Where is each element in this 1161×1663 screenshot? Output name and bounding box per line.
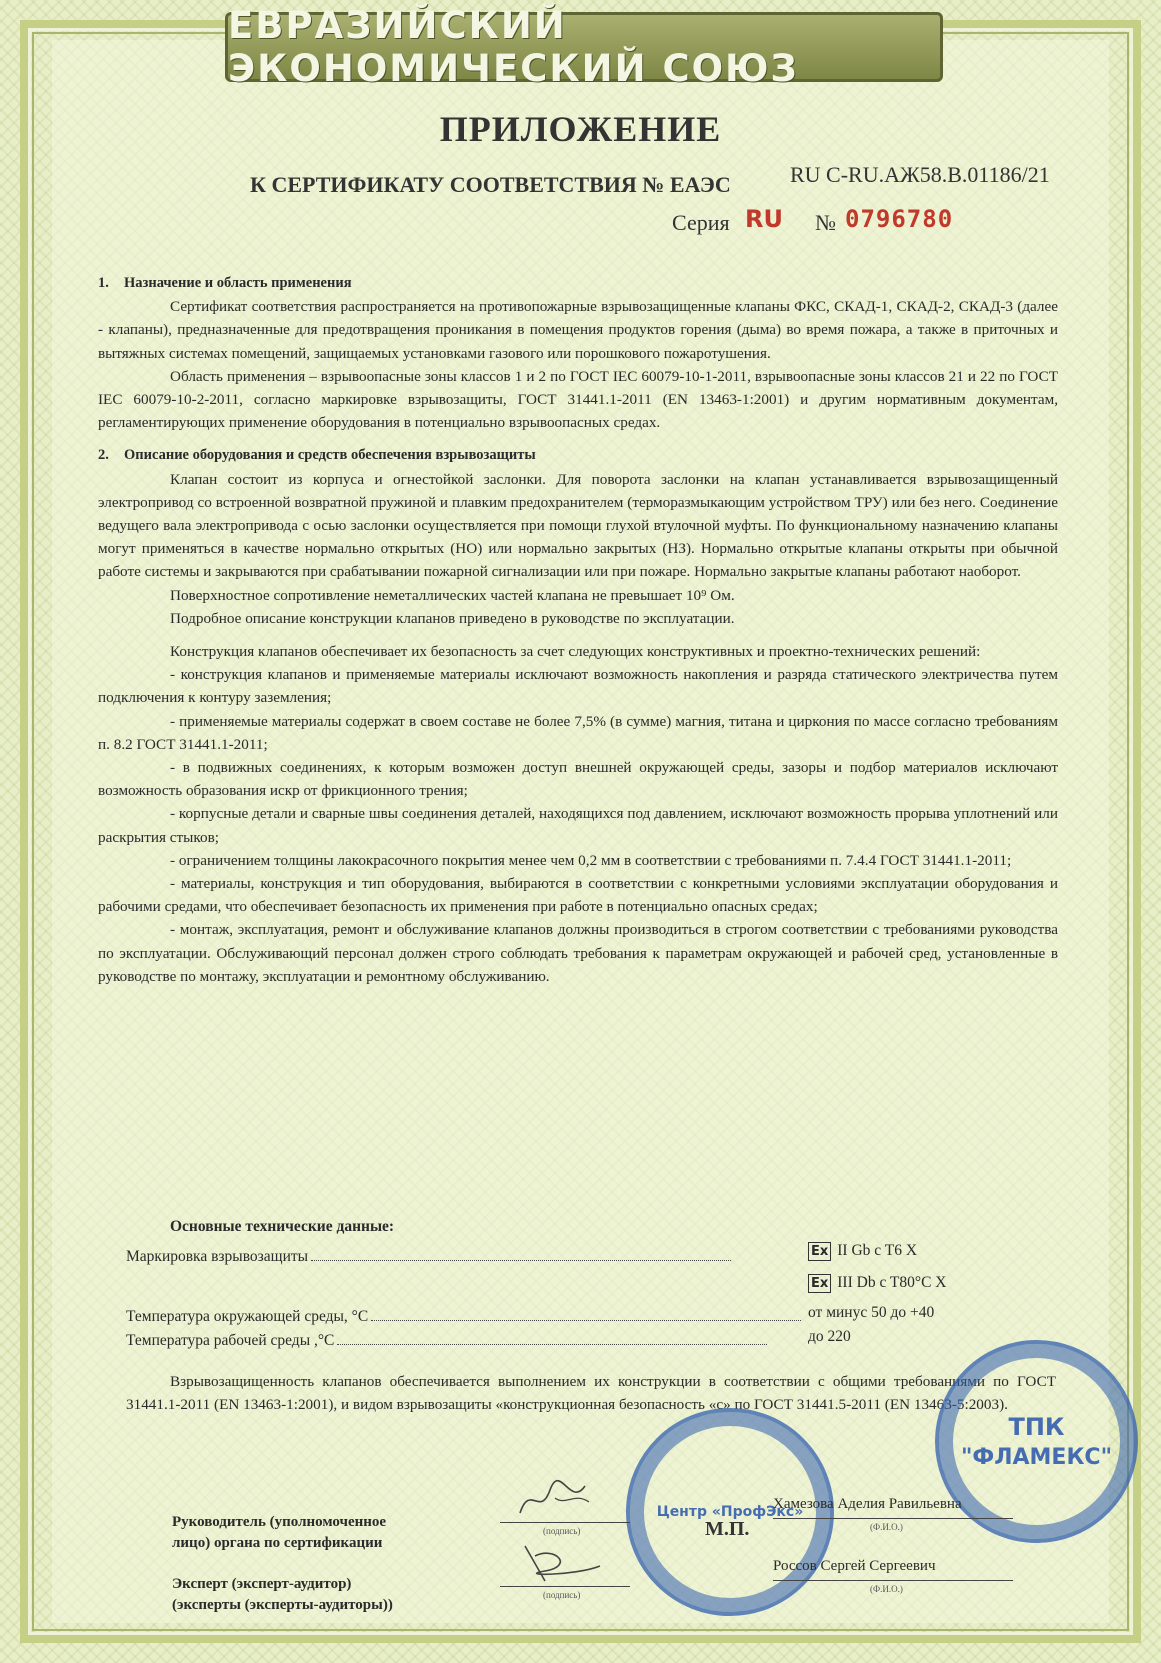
signature-line [500, 1586, 630, 1587]
marking-text: III Db c T80°C X [837, 1274, 947, 1291]
ambient-temp-label: Температура окружающей среды, °С [126, 1308, 369, 1325]
label-line: (эксперты (эксперты-аудиторы)) [172, 1597, 393, 1613]
final-paragraph: Взрывозащищенность клапанов обеспечивается выполнением их конструкции в соответствии с общими требованиями по ГОСТ 31441.1-2011 (EN 13463-1:2001), и видом взрывозащиты «конструкционная безопасность «с» по ГОСТ 31441.5-2011 (EN 13463-5:2003). [126, 1373, 1056, 1414]
paragraph: Область применения – взрывоопасные зоны классов 1 и 2 по ГОСТ IEC 60079-10-1-2011, взрывоопасные зоны классов 21 и 22 по ГОСТ IEC 60079-10-2-2011, согласно маркировке взрывозащиты, ГОСТ 31441.1-2011 (EN 13463-1:2001) и другим нормативным документам, регламентирующих применение оборудования в потенциально взрывоопасных средах. [98, 367, 1058, 432]
leader-dots [311, 1259, 731, 1261]
number-label: № [815, 210, 836, 235]
working-temp-label: Температура рабочей среды ,°С [126, 1332, 335, 1349]
marking-value-2 [808, 1274, 947, 1293]
tech-data-heading: Основные технические данные: [170, 1218, 395, 1235]
certificate-line: К СЕРТИФИКАТУ СООТВЕТСТВИЯ № ЕАЭС [250, 172, 731, 197]
series-code: RU [745, 205, 783, 233]
union-banner: ЕВРАЗИЙСКИЙ ЭКОНОМИЧЕСКИЙ СОЮЗ [225, 12, 943, 82]
working-temp-row [126, 1332, 770, 1350]
list-item: - в подвижных соединениях, к которым возможен доступ внешней окружающей среды, зазоры и подбор материалов исключают возможность образования искр от фрикционного трения; [98, 759, 1058, 800]
head-name: Хамезова Аделия Равильевна [773, 1496, 962, 1512]
handwritten-signature-icon [515, 1478, 595, 1522]
name-line [773, 1518, 1013, 1519]
name-line [773, 1580, 1013, 1581]
fio-caption: (Ф.И.О.) [870, 1584, 903, 1594]
marking-text: II Gb c T6 X [837, 1242, 918, 1259]
paragraph: Сертификат соответствия распространяется на противопожарные взрывозащищенные клапаны ФКС, СКАД-1, СКАД-2, СКАД-3 (далее - клапаны), предназначенные для предотвращения проникания в помещения продуктов горения (дыма) во время пожара, а также в приточных и вытяжных системах помещений, защищаемых установками газового или порошкового пожаротушения. [98, 298, 1058, 362]
tpk-flameks-seal [935, 1340, 1138, 1543]
signature-line [500, 1522, 630, 1523]
section-number: 1. [98, 275, 109, 291]
section-heading [98, 444, 1058, 467]
marking-value-1 [808, 1242, 917, 1261]
seal-text: ТПК [1008, 1413, 1065, 1441]
list-item: - ограничением толщины лакокрасочного покрытия менее чем 0,2 мм в соответствии с требованиями п. 7.4.4 ГОСТ 31441.1-2011; [170, 851, 1012, 869]
section-title: Назначение и область применения [124, 275, 352, 291]
list-item: - применяемые материалы содержат в своем составе не более 7,5% (в сумме) магния, титана и циркония по массе согласно требованиям п. 8.2 ГОСТ 31441.1-2011; [98, 712, 1058, 753]
expert-name: Россов Сергей Сергеевич [773, 1558, 936, 1574]
seal-place-mark: М.П. [705, 1518, 750, 1540]
leader-dots [371, 1319, 801, 1321]
label-line: лицо) органа по сертификации [172, 1535, 383, 1551]
paragraph: Подробное описание конструкции клапанов приведено в руководстве по эксплуатации. [170, 609, 735, 627]
paragraph: Конструкция клапанов обеспечивает их безопасность за счет следующих конструктивных и проектно-технических решений: [170, 643, 981, 661]
label-line: Эксперт (эксперт-аудитор) [172, 1576, 352, 1592]
list-item: - корпусные детали и сварные швы соединения деталей, находящихся под давлением, исключают возможность прорыва уплотнений или раскрытия стыков; [98, 805, 1058, 846]
ex-symbol-icon: Ex [808, 1274, 831, 1293]
series-number: 0796780 [845, 205, 954, 233]
ambient-temp-row [126, 1308, 804, 1326]
seal-text: "ФЛАМЕКС" [960, 1445, 1113, 1470]
ex-symbol-icon: Ex [808, 1242, 831, 1261]
handwritten-signature-icon [515, 1536, 605, 1586]
marking-label: Маркировка взрывозащиты [126, 1248, 309, 1265]
marking-row [126, 1248, 734, 1266]
section-number: 2. [98, 447, 109, 464]
fio-caption: (Ф.И.О.) [870, 1522, 903, 1532]
section-title: Описание оборудования и средств обеспечения взрывозащиты [124, 447, 536, 464]
section-heading [98, 272, 1058, 295]
signature-caption: (подпись) [543, 1526, 581, 1536]
paragraph: Поверхностное сопротивление неметаллических частей клапана не превышает 10⁹ Ом. [170, 586, 735, 604]
document-body [98, 272, 1058, 988]
list-item: - монтаж, эксплуатация, ремонт и обслуживание клапанов должны производиться в строгом соответствии с требованиями руководства по эксплуатации. Обслуживающий персонал должен строго соблюдать требования к параметрам окружающей и рабочей сред, установленные в руководстве по монтажу, эксплуатации и ремонтному обслуживанию. [98, 921, 1058, 985]
list-item: - материалы, конструкция и тип оборудования, выбираются в соответствии с конкретными условиями эксплуатации оборудования и рабочими средами, что обеспечивает безопасность их применения при работе в потенциально опасных средах; [98, 875, 1058, 916]
leader-dots [337, 1343, 767, 1345]
expert-signature-label [172, 1574, 393, 1616]
list-item: - конструкция клапанов и применяемые материалы исключают возможность накопления и разряда статического электричества путем подключения к контуру заземления; [98, 666, 1058, 707]
seal-text: Центр «ПрофЭкс» [656, 1504, 804, 1520]
working-temp-value: до 220 [808, 1328, 851, 1345]
head-signature-label [172, 1512, 386, 1554]
page-title: ПРИЛОЖЕНИЕ [439, 109, 722, 149]
series-label: Серия [672, 210, 730, 235]
certificate-number: RU C-RU.АЖ58.В.01186/21 [790, 162, 1050, 187]
paragraph: Клапан состоит из корпуса и огнестойкой заслонки. Для поворота заслонки на клапан устанавливается взрывозащищенный электропривод со встроенной возвратной пружиной и плавким предохранителем (терморазмыкающим устройством ТРУ) или без него. Соединение ведущего вала электропривода с осью заслонки осуществляется при помощи глухой втулочной муфты. По функциональному назначению клапаны могут применяться в качестве нормально открытых (НО) или нормально закрытых (НЗ). Нормально открытые клапаны открыты при обычной работе системы и закрываются при срабатывании пожарной сигнализации или при пожаре. Нормально закрытые клапаны работают наоборот. [98, 470, 1058, 581]
signature-caption: (подпись) [543, 1590, 581, 1600]
ambient-temp-value: от минус 50 до +40 [808, 1304, 935, 1321]
label-line: Руководитель (уполномоченное [172, 1514, 387, 1530]
